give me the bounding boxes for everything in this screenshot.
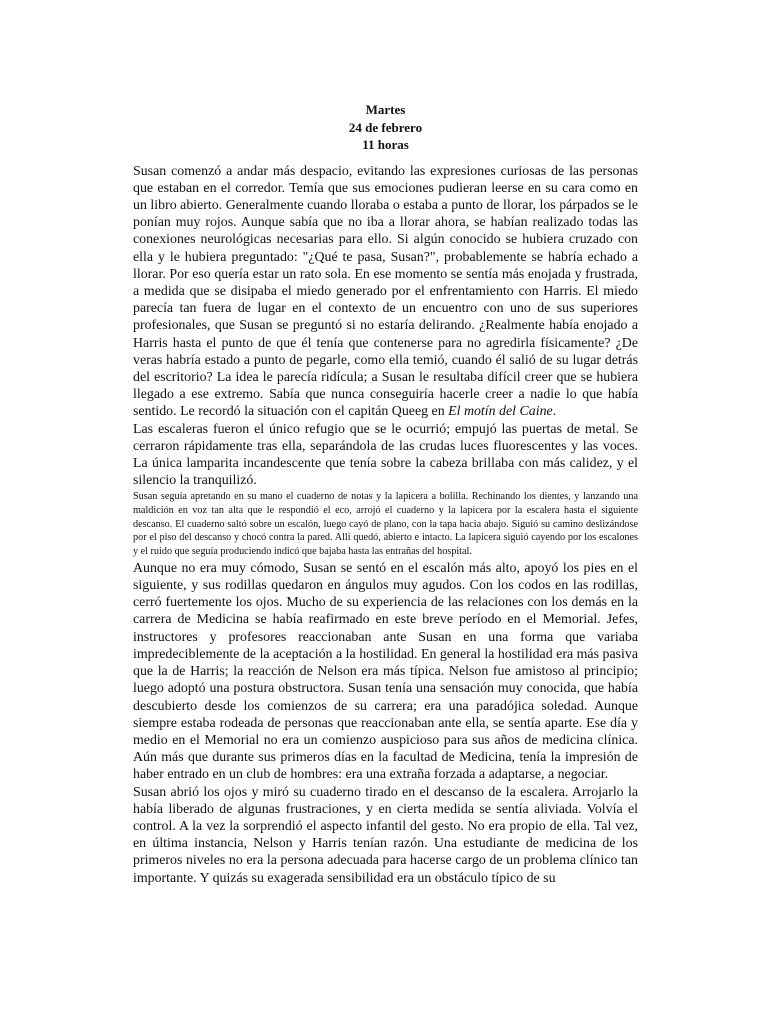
paragraph-1 — [133, 163, 638, 421]
paragraph-5: Susan abrió los ojos y miró su cuaderno tirado en el descanso de la escalera. Arrojarlo la había liberado de algunas frustraciones, y en cierta medida se sentía aliviada. Volvía el control. A la vez la sorprendió el aspecto infantil del gesto. No era propio de ella. Tal vez, en última instancia, Nelson y Harris tenían razón. Una estudiante de medicina de los primeros niveles no era la persona adecuada para hacerse cargo de un problema clínico tan importante. Y quizás su exagerada sensibilidad era un obstáculo típico de su — [133, 784, 638, 886]
heading-time: 11 horas — [362, 137, 409, 152]
paragraph-3-small: Susan seguía apretando en su mano el cuaderno de notas y la lapicera a bolilla. Rechinando los dientes, y lanzando una maldición en voz tan alta que le respondió el eco, arrojó el cuaderno y la lapicera por la escalera hasta el siguiente descanso. El cuaderno saltó sobre un escalón, luego cayó de plano, con la tapa hacia abajo. Siguió su camino deslizándose por el piso del descanso y chocó contra la pared. Allí quedó, abierto e intacto. La lapicera siguió cayendo por los escalones y el ruido que seguía produciendo indicó que bajaba hasta las entrañas del hospital. — [133, 491, 638, 558]
paragraph-2: Las escaleras fueron el único refugio que se le ocurrió; empujó las puertas de metal. Se cerraron rápidamente tras ella, separándola de las crudas luces fluorescentes y las voces. La única lamparita incandescente que tenía sobre la cabeza brillaba con más calidez, y el silencio la tranquilizó. — [133, 421, 638, 489]
paragraph-1-end: . — [552, 404, 557, 420]
paragraph-4: Aunque no era muy cómodo, Susan se sentó en el escalón más alto, apoyó los pies en el siguiente, y sus rodillas quedaron en ángulos muy agudos. Con los codos en las rodillas, cerró fuertemente los ojos. Mucho de su experiencia de las relaciones con los demás en la carrera de Medicina se había reafirmado en este breve período en el Memorial. Jefes, instructores y profesores reaccionaban ante Susan en una forma que variaba impredeciblemente de la aceptación a la hostilidad. En general la hostilidad era más pasiva que la de Harris; la reacción de Nelson era más típica. Nelson fue amistoso al principio; luego adoptó una postura obstructora. Susan tenía una sensación muy conocida, que había descubierto desde los comienzos de su carrera; era una paradójica soledad. Aunque siempre estaba rodeada de personas que reaccionaban ante ella, se sentía aparte. Ese día y medio en el Memorial no era un comienzo auspicioso para sus años de medicina clínica. Aún más que durante sus primeros días en la facultad de Medicina, tenía la impresión de haber entrado en un club de hombres: era una extraña forzada a adaptarse, a negociar. — [133, 560, 638, 783]
paragraph-1-text: Susan comenzó a andar más despacio, evitando las expresiones curiosas de las personas que estaban en el corredor. Temía que sus emociones pudieran leerse en su cara como en un libro abierto. Generalmente cuando lloraba o estaba a punto de llorar, los párpados se le ponían muy rojos. Aunque sabía que no iba a llorar ahora, se habían realizado todas las conexiones neurológicas necesarias para ello. Si algún conocido se hubiera cruzado con ella y le hubiera preguntado: "¿Qué te pasa, Susan?", probablemente se habría echado a llorar. Por eso quería estar un rato sola. En ese momento se sentía más enojada y frustrada, a medida que se disipaba el miedo generado por el enfrentamiento con Harris. El miedo parecía tan fuera de lugar en el contexto de un encuentro con uno de sus superiores profesionales, que Susan se preguntó si no estaría delirando. ¿Realmente había enojado a Harris hasta el punto de que él tenía que contenerse para no agredirla físicamente? ¿De veras habría estado a punto de pegarle, como ella temió, cuando él salió de su lugar detrás del escritorio? La idea le parecía ridícula; a Susan le resultaba difícil creer que se hubiera llegado a ese extremo. Sabía que nunca conseguiría hacerle creer a nadie lo que había sentido. Le recordó la situación con el capitán Queeg en — [133, 163, 638, 420]
document-page — [133, 101, 638, 887]
heading-date: 24 de febrero — [348, 119, 423, 135]
heading-day: Martes — [365, 102, 406, 117]
book-title-italic: El motín del Caine — [448, 404, 553, 420]
chapter-heading — [133, 101, 638, 154]
